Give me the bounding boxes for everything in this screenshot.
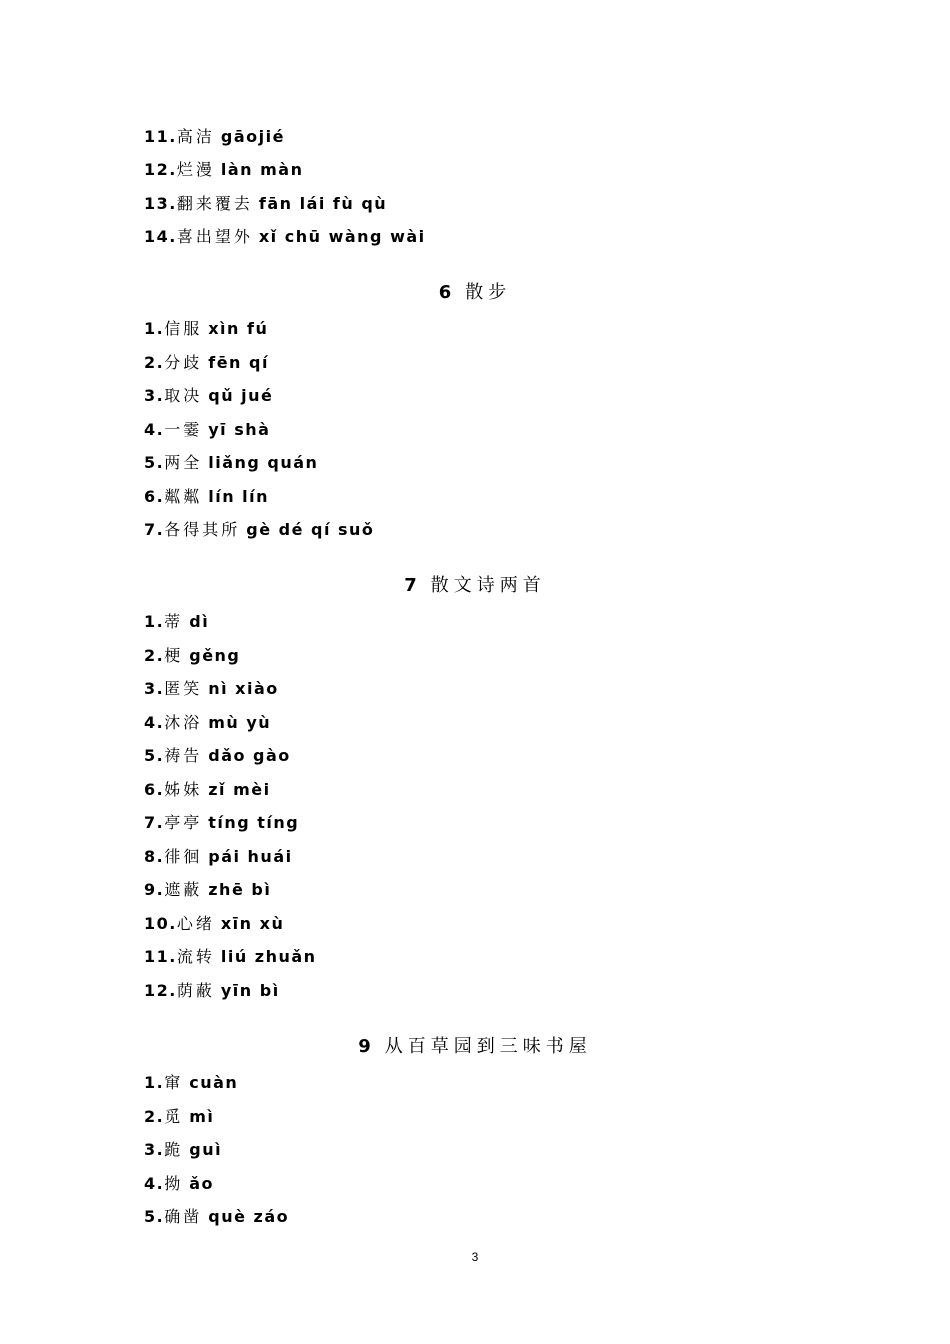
item-pinyin: dǎo gào <box>208 746 291 765</box>
item-word: 姊妹 <box>164 780 203 799</box>
vocab-item <box>144 745 291 767</box>
vocab-item <box>144 812 299 834</box>
vocab-item <box>144 385 273 407</box>
vocab-item <box>144 980 280 1002</box>
vocab-item <box>144 879 271 901</box>
item-word: 粼粼 <box>164 487 203 506</box>
item-number: 11. <box>144 947 177 966</box>
item-pinyin: nì xiào <box>208 679 279 698</box>
item-pinyin: mù yù <box>208 713 272 732</box>
item-number: 4. <box>144 420 165 439</box>
item-pinyin: dì <box>189 612 210 631</box>
item-word: 觅 <box>164 1107 184 1126</box>
item-word: 确凿 <box>164 1207 203 1226</box>
section-title: 散文诗两首 <box>430 575 546 596</box>
vocab-item <box>144 1206 289 1228</box>
item-word: 蒂 <box>164 612 184 631</box>
item-number: 11. <box>144 127 177 146</box>
item-number: 1. <box>144 612 165 631</box>
item-pinyin: liú zhuǎn <box>220 947 317 966</box>
section-number: 9 <box>358 1036 371 1057</box>
item-number: 5. <box>144 746 165 765</box>
item-pinyin: làn màn <box>220 160 304 179</box>
item-number: 5. <box>144 1207 165 1226</box>
vocab-item <box>144 352 269 374</box>
section-number: 7 <box>404 575 417 596</box>
vocab-item <box>144 946 317 968</box>
item-word: 匿笑 <box>164 679 203 698</box>
section-title: 散步 <box>465 282 512 303</box>
item-pinyin: fān lái fù qù <box>258 194 388 213</box>
item-number: 4. <box>144 713 165 732</box>
item-pinyin: fēn qí <box>208 353 269 372</box>
item-number: 14. <box>144 227 177 246</box>
item-number: 9. <box>144 880 165 899</box>
item-word: 跪 <box>164 1140 184 1159</box>
item-pinyin: yī shà <box>208 420 271 439</box>
item-word: 两全 <box>164 453 203 472</box>
vocab-item <box>144 611 209 633</box>
item-word: 烂漫 <box>176 160 215 179</box>
item-number: 13. <box>144 194 177 213</box>
item-word: 取决 <box>164 386 203 405</box>
item-word: 喜出望外 <box>176 227 253 246</box>
vocab-item <box>144 846 293 868</box>
item-word: 翻来覆去 <box>176 194 253 213</box>
item-number: 8. <box>144 847 165 866</box>
item-number: 3. <box>144 386 165 405</box>
section-heading <box>0 574 950 598</box>
item-pinyin: zhē bì <box>208 880 272 899</box>
item-number: 2. <box>144 353 165 372</box>
item-pinyin: qǔ jué <box>208 386 274 405</box>
item-pinyin: mì <box>189 1107 215 1126</box>
section-number: 6 <box>438 282 452 303</box>
vocab-item <box>144 486 269 508</box>
item-pinyin: ǎo <box>189 1174 215 1193</box>
vocab-item <box>144 1139 222 1161</box>
section-heading <box>0 1035 950 1059</box>
item-number: 5. <box>144 453 165 472</box>
vocab-item <box>144 193 387 215</box>
vocab-item <box>144 1106 214 1128</box>
vocab-item <box>144 126 285 148</box>
item-pinyin: yīn bì <box>220 981 280 1000</box>
item-number: 2. <box>144 1107 165 1126</box>
item-number: 7. <box>144 813 165 832</box>
item-word: 沐浴 <box>164 713 203 732</box>
vocab-item <box>144 913 284 935</box>
vocab-item <box>144 519 374 541</box>
item-word: 一霎 <box>164 420 203 439</box>
item-pinyin: pái huái <box>208 847 293 866</box>
item-word: 亭亭 <box>164 813 203 832</box>
item-number: 3. <box>144 1140 165 1159</box>
item-number: 12. <box>144 981 177 1000</box>
vocab-item <box>144 1173 214 1195</box>
item-pinyin: què záo <box>208 1207 290 1226</box>
item-number: 12. <box>144 160 177 179</box>
item-pinyin: xīn xù <box>220 914 285 933</box>
item-word: 各得其所 <box>164 520 241 539</box>
section-heading <box>0 281 950 305</box>
item-word: 高洁 <box>176 127 215 146</box>
item-pinyin: guì <box>189 1140 223 1159</box>
item-pinyin: gāojié <box>220 127 285 146</box>
page-number: 3 <box>471 1250 479 1264</box>
item-word: 祷告 <box>164 746 203 765</box>
item-number: 7. <box>144 520 165 539</box>
vocab-item <box>144 159 303 181</box>
item-word: 梗 <box>164 646 184 665</box>
item-number: 2. <box>144 646 165 665</box>
vocab-item <box>144 452 318 474</box>
item-number: 1. <box>144 1073 165 1092</box>
item-word: 心绪 <box>176 914 215 933</box>
item-word: 拗 <box>164 1174 184 1193</box>
item-word: 分歧 <box>164 353 203 372</box>
item-pinyin: xǐ chū wàng wài <box>258 227 426 246</box>
vocab-item <box>144 1072 238 1094</box>
vocab-item <box>144 318 268 340</box>
item-number: 1. <box>144 319 165 338</box>
vocab-item <box>144 645 240 667</box>
item-number: 6. <box>144 780 165 799</box>
item-pinyin: lín lín <box>208 487 270 506</box>
vocab-item <box>144 712 271 734</box>
vocab-item <box>144 678 279 700</box>
section-title: 从百草园到三味书屋 <box>384 1036 592 1057</box>
item-pinyin: liǎng quán <box>208 453 319 472</box>
item-word: 荫蔽 <box>176 981 215 1000</box>
item-pinyin: cuàn <box>189 1073 239 1092</box>
vocab-item <box>144 226 426 248</box>
item-word: 遮蔽 <box>164 880 203 899</box>
item-pinyin: gè dé qí suǒ <box>246 520 375 539</box>
vocab-item <box>144 779 271 801</box>
item-number: 10. <box>144 914 177 933</box>
item-pinyin: zǐ mèi <box>208 780 271 799</box>
item-number: 4. <box>144 1174 165 1193</box>
item-word: 流转 <box>176 947 215 966</box>
item-pinyin: xìn fú <box>208 319 269 338</box>
item-number: 3. <box>144 679 165 698</box>
item-number: 6. <box>144 487 165 506</box>
item-pinyin: tíng tíng <box>208 813 300 832</box>
item-pinyin: gěng <box>189 646 241 665</box>
item-word: 徘徊 <box>164 847 203 866</box>
item-word: 信服 <box>164 319 203 338</box>
vocab-item <box>144 419 270 441</box>
item-word: 窜 <box>164 1073 184 1092</box>
